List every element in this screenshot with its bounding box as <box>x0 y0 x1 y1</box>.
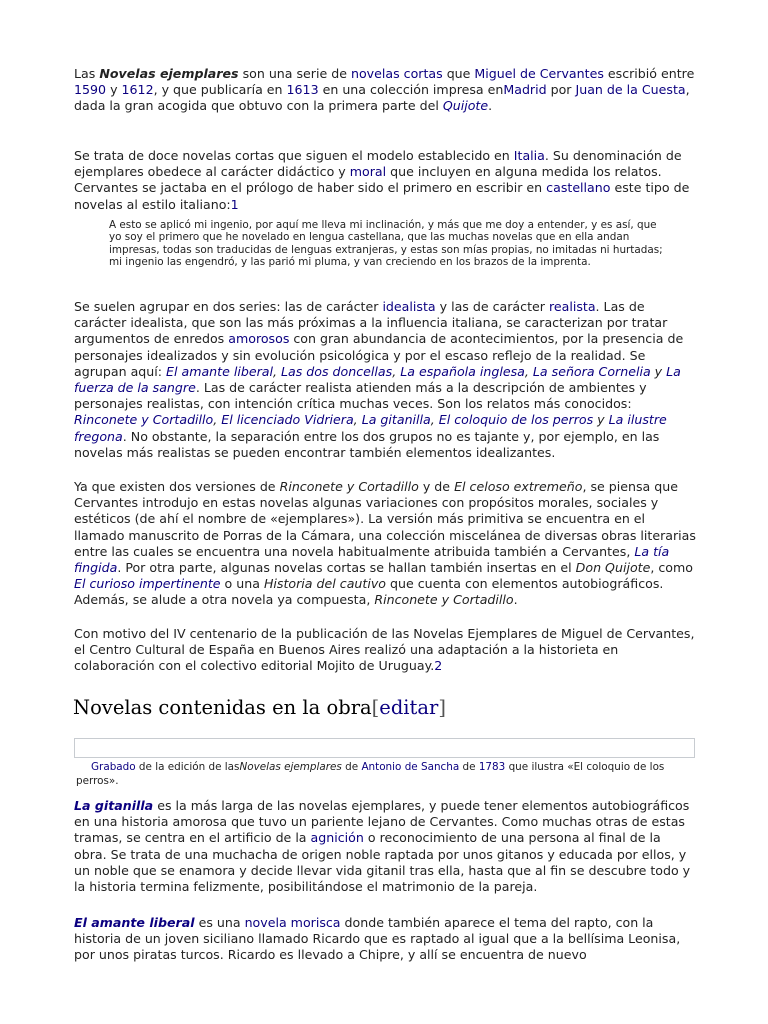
text-run: que cuenta con elementos autobiográficos. Además, se alude a otra novela ya compuesta, <box>74 576 664 608</box>
text-run: , <box>392 363 401 379</box>
article-link[interactable]: idealista <box>382 299 436 314</box>
article-link[interactable]: Quijote <box>442 98 489 114</box>
text-run: Con motivo del IV centenario de la publicación de las Novelas Ejemplares de Miguel de Cervantes, el Centro Cultural de España en Buenos Aires realizó una adaptación a la historieta en colaboración con el colectivo editorial Mojito de Uruguay. <box>74 626 695 674</box>
text-run: y <box>650 363 667 379</box>
article-link[interactable]: La tía fingida <box>74 543 670 576</box>
text-run: este tipo de novelas al estilo italiano: <box>74 180 690 212</box>
article-link[interactable]: agnición <box>310 830 364 846</box>
text-run: por <box>546 82 576 98</box>
text-run: . Su denominación de ejemplares obedece al carácter didáctico y <box>74 148 682 180</box>
article-link[interactable]: castellano <box>546 180 611 196</box>
paragraph-series <box>74 299 696 461</box>
figure-image-frame <box>74 738 695 758</box>
text-run: y las de carácter <box>435 299 549 314</box>
text-run: que <box>442 66 475 81</box>
text-run: o reconocimiento de una persona al final de la obra. Se trata de una muchacha de origen noble raptada por unos gitanos y educada por ellos, y un noble que se enamora y decide llevar vida gitanil tras ella, hasta que al fin se descubre todo y la historia termina felizmente, posibilitándose el matrimonio de la pareja. <box>74 830 691 895</box>
text-run: , <box>430 412 439 428</box>
text-run: que incluyen en alguna medida los relatos. Cervantes se jactaba en el prólogo de haber sido el primero en escribir en <box>74 164 662 196</box>
figure-caption <box>76 761 696 788</box>
text-run: y de <box>418 479 455 494</box>
article-link[interactable]: El curioso impertinente <box>74 576 221 592</box>
paragraph-intro <box>74 66 696 115</box>
text-run: , y que publicaría en <box>153 82 287 98</box>
text-run: . <box>513 592 518 608</box>
article-link[interactable]: Juan de la Cuesta <box>575 82 686 98</box>
edit-section-link[interactable]: editar <box>379 696 439 719</box>
article-link[interactable]: 1612 <box>121 82 154 98</box>
article-link[interactable]: La gitanilla <box>74 798 154 813</box>
article-link[interactable]: La ilustre fregona <box>74 412 667 444</box>
article-link[interactable]: 1 <box>230 196 239 212</box>
text-run: de la edición de las <box>135 761 240 773</box>
article-link[interactable]: Antonio de Sancha <box>361 761 460 773</box>
text-run: Rinconete y Cortadillo <box>279 479 419 494</box>
article-link[interactable]: novelas cortas <box>350 66 443 81</box>
text-run: o una <box>220 576 264 592</box>
article-link[interactable]: novela morisca <box>244 915 341 930</box>
article-link[interactable]: Grabado <box>91 761 136 773</box>
text-run: Rinconete y Cortadillo <box>374 592 514 608</box>
article-link[interactable]: La señora Cornelia <box>532 363 651 379</box>
article-link[interactable]: El coloquio de los perros <box>438 412 594 428</box>
text-run: que ilustra «El coloquio de los perros». <box>76 761 665 787</box>
paragraph-gitanilla <box>74 798 696 895</box>
text-run: , como <box>650 560 693 576</box>
block-quote <box>109 219 669 268</box>
text-run: son una serie de <box>238 66 351 81</box>
article-link[interactable]: Las dos doncellas <box>281 363 393 379</box>
text-run: A esto se aplicó mi ingenio, por aquí me lleva mi inclinación, y más que me doy a entender, y es así, que yo soy el primero que he novelado en lengua castellana, que las muchas novelas que en ella andan impresas, todas son traducidas de lenguas extranjeras, y estas son mías propias, no imitadas ni hurtadas; mi ingenio las engendró, y las parió mi pluma, y van creciendo en los brazos de la imprenta. <box>109 219 663 268</box>
article-link[interactable]: Rinconete y Cortadillo <box>74 412 214 428</box>
article-link[interactable]: 1613 <box>286 82 319 98</box>
edit-bracket-open: [ <box>371 696 380 719</box>
paragraph-amante-liberal <box>74 915 696 964</box>
text-run: con gran abundancia de acontecimientos, por la presencia de personajes idealizados y sin evolución psicológica y por el escaso reflejo de la realidad. Se agrupan aquí: <box>74 331 684 379</box>
text-run: . Por otra parte, algunas novelas cortas se hallan también insertas en el <box>117 560 576 576</box>
text-run: Ya que existen dos versiones de <box>74 479 280 494</box>
text-run: Don Quijote <box>575 560 651 576</box>
text-run: es la más larga de las novelas ejemplares, y puede tener elementos autobiográficos en una historia amorosa que tuvo un pariente lejano de Cervantes. Como muchas otras de estas tramas, se centra en el artificio de la <box>74 798 690 846</box>
text-run: . No obstante, la separación entre los dos grupos no es tajante y, por ejemplo, en las novelas más realistas se pueden encontrar también elementos idealizantes. <box>74 428 660 460</box>
text-run: Se suelen agrupar en dos series: las de carácter <box>74 299 383 314</box>
article-link[interactable]: moral <box>349 164 387 180</box>
article-link[interactable]: 1590 <box>74 82 107 98</box>
article-link[interactable]: La española inglesa <box>400 363 525 379</box>
article-link[interactable]: Miguel de Cervantes <box>474 66 604 81</box>
text-run: Se trata de doce novelas cortas que siguen el modelo establecido en <box>74 148 514 163</box>
text-run: . <box>488 98 493 114</box>
section-heading <box>73 695 446 721</box>
text-run: Novelas ejemplares <box>239 761 342 773</box>
text-run: y <box>106 82 122 98</box>
text-run: El celoso extremeño <box>454 479 583 494</box>
section-title: Novelas contenidas en la obra <box>73 696 372 719</box>
text-run: , dada la gran acogida que obtuvo con la primera parte del <box>74 82 690 114</box>
text-run: escribió entre <box>603 66 695 81</box>
article-link[interactable]: El licenciado Vidriera <box>221 412 354 428</box>
text-run: de <box>459 761 479 773</box>
text-run: es una <box>194 915 245 930</box>
article-link[interactable]: amorosos <box>228 331 290 347</box>
article-link[interactable]: Madrid <box>503 82 547 98</box>
edit-bracket-close: ] <box>438 696 446 719</box>
paragraph-versions <box>74 479 696 609</box>
text-run: . Las de carácter idealista, que son las más próximas a la influencia italiana, se caracterizan por tratar argumentos de enredos <box>74 299 668 347</box>
article-link[interactable]: Italia <box>513 148 545 163</box>
article-link[interactable]: 1783 <box>478 761 506 773</box>
text-run: , <box>272 363 281 379</box>
paragraph-centenary <box>74 626 696 675</box>
text-run: Novelas ejemplares <box>99 66 239 81</box>
text-run: donde también aparece el tema del rapto, con la historia de un joven siciliano llamado Ricardo que es raptado al igual que a la bellísima Leonisa, por unos piratas turcos. Ricardo es llevado a Chipre, y allí se encuentra de nuevo <box>74 915 681 963</box>
article-link[interactable]: El amante liberal <box>166 363 273 379</box>
text-run: de <box>341 761 362 773</box>
text-run: , <box>524 363 533 379</box>
article-link[interactable]: La fuerza de la sangre <box>74 363 681 396</box>
text-run: y <box>593 412 609 428</box>
article-link[interactable]: realista <box>548 299 596 314</box>
article-link[interactable]: El amante liberal <box>74 915 195 930</box>
text-run: Historia del cautivo <box>263 576 386 592</box>
text-run: . Las de carácter realista atienden más a la descripción de ambientes y personajes realistas, con intención crítica muchas veces. Son los relatos más conocidos: <box>74 380 647 412</box>
text-run: , <box>213 412 222 428</box>
text-run: en una colección impresa en <box>318 82 504 98</box>
text-run: , <box>353 412 362 428</box>
article-link[interactable]: La gitanilla <box>361 412 431 428</box>
text-run: Las <box>74 66 100 81</box>
paragraph-didactic <box>74 148 696 213</box>
text-run: , se piensa que Cervantes introdujo en estas novelas algunas variaciones con propósitos morales, sociales y estéticos (de ahí el nombre de «ejemplares»). La versión más primitiva se encuentra en el llamado manuscrito de Porras de la Cámara, una colección miscelánea de diversas obras literarias entre las cuales se encuentra una novela habitualmente atribuida también a Cervantes, <box>74 479 696 559</box>
article-link[interactable]: 2 <box>434 658 443 674</box>
